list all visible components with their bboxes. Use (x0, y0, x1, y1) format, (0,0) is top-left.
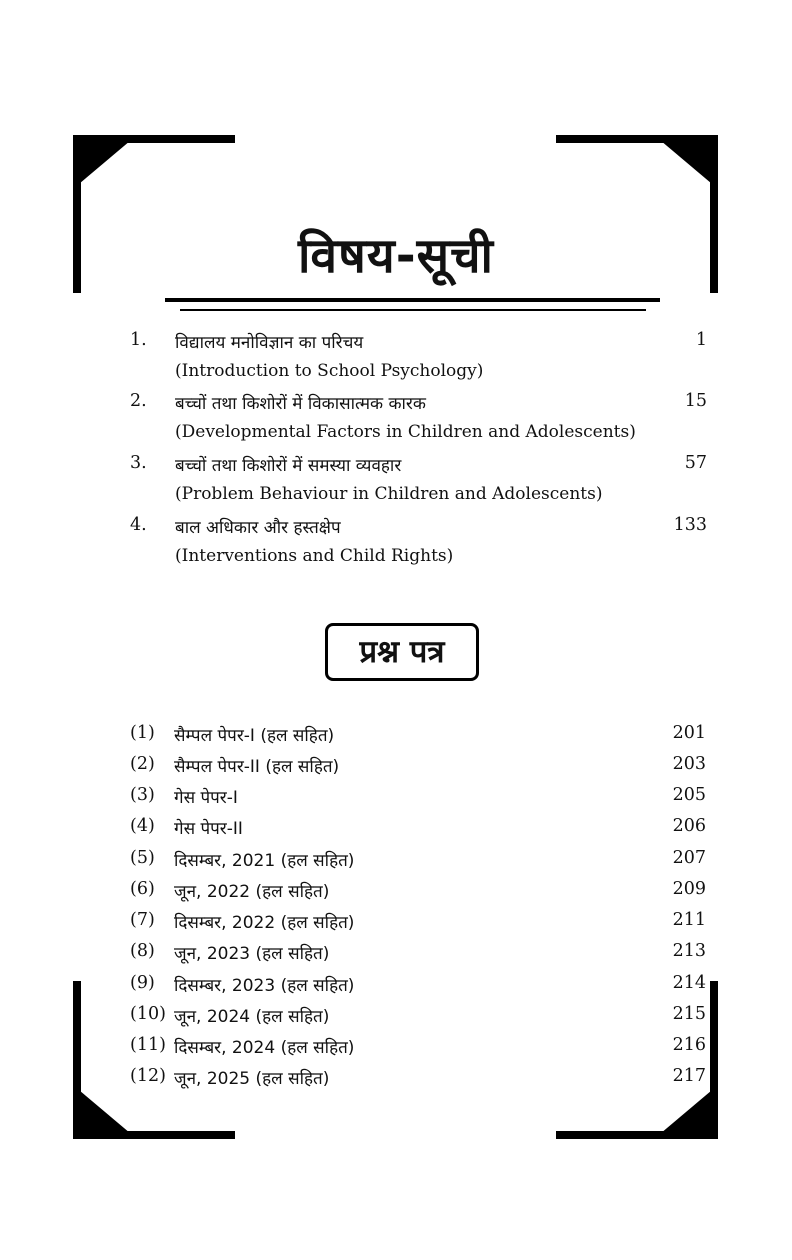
page-title: विषय-सूची (298, 228, 494, 284)
papers-heading: प्रश्न पत्र (325, 623, 479, 681)
paper-number: (4) (130, 816, 155, 836)
paper-number: (5) (130, 848, 155, 868)
paper-label: जून, 2024 (हल सहित) (174, 1007, 330, 1027)
paper-number: (3) (130, 785, 155, 805)
paper-entry[interactable] (130, 879, 706, 907)
paper-page: 207 (672, 848, 706, 868)
paper-page: 217 (672, 1066, 706, 1086)
paper-label: दिसम्बर, 2023 (हल सहित) (174, 976, 355, 996)
paper-entry[interactable] (130, 910, 706, 938)
entry-title-hindi: बच्चों तथा किशोरों में विकासात्मक कारक (175, 394, 426, 414)
entry-title-hindi: बच्चों तथा किशोरों में समस्या व्यवहार (175, 456, 402, 476)
paper-entry[interactable] (130, 754, 706, 782)
paper-number: (1) (130, 723, 155, 743)
paper-number: (2) (130, 754, 155, 774)
paper-page: 215 (672, 1004, 706, 1024)
paper-entry[interactable] (130, 816, 706, 844)
paper-entry[interactable] (130, 723, 706, 751)
paper-number: (6) (130, 879, 155, 899)
entry-title-hindi: बाल अधिकार और हस्तक्षेप (175, 518, 341, 538)
paper-label: सैम्पल पेपर-II (हल सहित) (174, 757, 340, 777)
paper-page: 203 (672, 754, 706, 774)
paper-entry[interactable] (130, 785, 706, 813)
entry-title-english: (Developmental Factors in Children and Adolescents) (175, 422, 636, 442)
title-underline-thick (165, 298, 660, 302)
paper-label: जून, 2023 (हल सहित) (174, 944, 330, 964)
paper-page: 213 (672, 941, 706, 961)
paper-page: 206 (672, 816, 706, 836)
paper-entry[interactable] (130, 1004, 706, 1032)
entry-title-english: (Interventions and Child Rights) (175, 546, 454, 566)
entry-page: 1 (695, 330, 707, 350)
paper-page: 211 (672, 910, 706, 930)
entry-number: 4. (130, 515, 147, 535)
paper-entry[interactable] (130, 941, 706, 969)
entry-page: 15 (684, 391, 707, 411)
entry-number: 2. (130, 391, 147, 411)
entry-title-english: (Problem Behaviour in Children and Adolescents) (175, 484, 603, 504)
paper-label: दिसम्बर, 2024 (हल सहित) (174, 1038, 355, 1058)
paper-page: 201 (672, 723, 706, 743)
paper-number: (8) (130, 941, 155, 961)
paper-entry[interactable] (130, 1035, 706, 1063)
paper-label: गेस पेपर-II (174, 819, 243, 839)
paper-number: (12) (130, 1066, 166, 1086)
paper-label: गेस पेपर-I (174, 788, 238, 808)
paper-label: दिसम्बर, 2021 (हल सहित) (174, 851, 355, 871)
paper-number: (9) (130, 973, 155, 993)
entry-number: 1. (130, 330, 147, 350)
paper-page: 214 (672, 973, 706, 993)
title-underline-thin (180, 309, 646, 311)
paper-label: दिसम्बर, 2022 (हल सहित) (174, 913, 355, 933)
paper-label: सैम्पल पेपर-I (हल सहित) (174, 726, 335, 746)
entry-number: 3. (130, 453, 147, 473)
paper-number: (10) (130, 1004, 166, 1024)
paper-entry[interactable] (130, 1066, 706, 1094)
paper-label: जून, 2022 (हल सहित) (174, 882, 330, 902)
entry-title-english: (Introduction to School Psychology) (175, 361, 484, 381)
paper-entry[interactable] (130, 973, 706, 1001)
entry-page: 57 (684, 453, 707, 473)
paper-page: 205 (672, 785, 706, 805)
paper-page: 216 (672, 1035, 706, 1055)
paper-entry[interactable] (130, 848, 706, 876)
paper-number: (11) (130, 1035, 166, 1055)
entry-title-hindi: विद्यालय मनोविज्ञान का परिचय (175, 333, 364, 353)
entry-page: 133 (673, 515, 707, 535)
paper-label: जून, 2025 (हल सहित) (174, 1069, 330, 1089)
paper-number: (7) (130, 910, 155, 930)
paper-page: 209 (672, 879, 706, 899)
